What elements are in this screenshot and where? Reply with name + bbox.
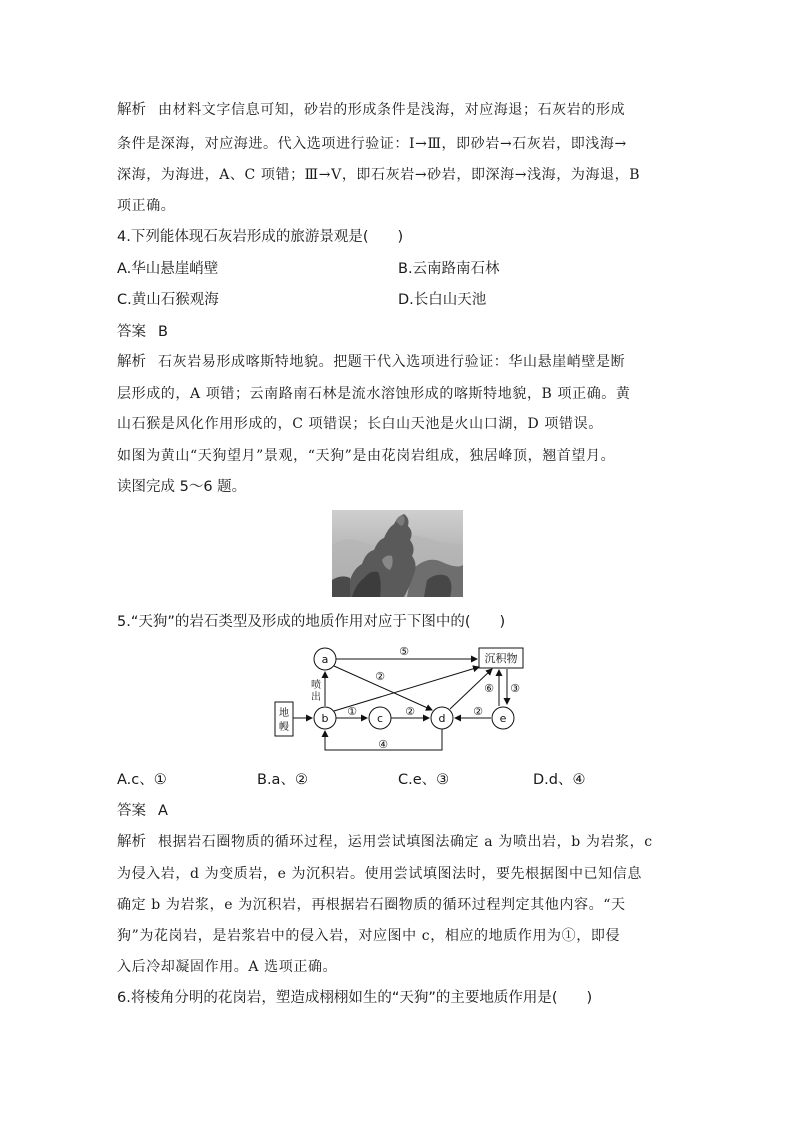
q4-analysis-line-3: 山石猴是风化作用形成的，C 项错误；长白山天池是火山口湖，D 项错误。 [117,416,603,432]
q4-analysis-line-2: 层形成的，A 项错；云南路南石林是流水溶蚀形成的喀斯特地貌，B 项正确。黄 [117,386,631,402]
q5-answer [117,801,168,821]
q4-stem: 4.下列能体现石灰岩形成的旅游景观是( ) [117,229,404,245]
analysis-label: 解析 [117,102,146,118]
arrow-label-1: ① [347,705,357,718]
q5-option-d: D.d、④ [533,772,586,788]
q4-option-d: D.长白山天池 [398,292,487,308]
arrow-label-3: ③ [510,682,520,695]
sediment-label: 沉积物 [484,652,518,665]
mantle-label-1: 地 [279,708,289,719]
node-e-label: e [499,712,507,725]
arrow-label-2-ad: ② [375,670,385,683]
arrow-label-2-cd: ② [405,705,415,718]
q4-option-c: C.黄山石猴观海 [117,292,219,308]
q4-answer-value: B [158,324,168,340]
q5-analysis-line-5: 入后冷却凝固作用。A 选项正确。 [117,959,338,975]
mantle-label-2: 幔 [279,722,289,733]
q5-analysis-line-2: 为侵入岩，d 为变质岩，e 为沉积岩。使用尝试填图法时，要先根据图中已知信息 [117,866,642,882]
analysis-label: 解析 [117,354,146,370]
q6-stem: 6.将棱角分明的花岗岩，塑造成栩栩如生的“天狗”的主要地质作用是( ) [117,990,593,1006]
intro-line-1: 如图为黄山“天狗望月”景观，“天狗”是由花岗岩组成，独居峰顶，翘首望月。 [117,448,616,464]
q3-analysis-line-2: 条件是深海，对应海进。代入选项进行验证：Ⅰ→Ⅲ，即砂岩→石灰岩，即浅海→ [117,136,627,152]
q5-option-c: C.e、③ [398,772,450,788]
analysis-label: 解析 [117,834,146,850]
q5-analysis-line-4: 狗”为花岗岩，是岩浆岩中的侵入岩，对应图中 c，相应的地质作用为①，即侵 [117,928,621,944]
q4-analysis-line-1: 解析 石灰岩易形成喀斯特地貌。把题干代入选项进行验证：华山悬崖峭壁是断 [117,354,626,370]
answer-label: 答案 [117,803,146,819]
q4-option-b: B.云南路南石林 [398,261,500,277]
node-b-label: b [321,712,329,725]
q5-analysis-line-3: 确定 b 为岩浆，e 为沉积岩，再根据岩石圈物质的循环过程判定其他内容。“天 [117,897,626,913]
arrow-label-2-ed: ② [473,705,483,718]
node-c-label: c [376,712,384,725]
q5-option-b: B.a、② [257,772,308,788]
q3-analysis-line-4: 项正确。 [117,198,176,214]
q5-stem: 5.“天狗”的岩石类型及形成的地质作用对应于下图中的( ) [117,614,506,630]
eruption-label-1: 喷 [311,680,321,691]
intro-line-2: 读图完成 5～6 题。 [117,479,247,495]
q5-option-a: A.c、① [117,772,167,788]
tiangou-landscape-photo [332,510,463,597]
q4-option-a: A.华山悬崖峭壁 [117,261,219,277]
q3-analysis-line-3: 深海，为海进，A、C 项错；Ⅲ→Ⅴ，即石灰岩→砂岩，即深海→浅海，为海退，B [117,167,641,183]
q3-analysis-line-1: 解析 由材料文字信息可知，砂岩的形成条件是浅海，对应海退；石灰岩的形成 [117,102,626,118]
rock-cycle-diagram [270,640,540,760]
q4-answer [117,322,168,342]
arrow-label-4: ④ [378,738,388,751]
q5-analysis-line-1: 解析 根据岩石圈物质的循环过程，运用尝试填图法确定 a 为喷出岩，b 为岩浆，c [117,834,653,850]
answer-label: 答案 [117,324,146,340]
node-d-label: d [438,712,446,725]
node-a-label: a [321,653,329,666]
eruption-label-2: 出 [311,692,321,703]
arrow-label-5: ⑤ [399,645,409,658]
q5-answer-value: A [158,803,168,819]
arrow-label-6: ⑥ [484,682,494,695]
